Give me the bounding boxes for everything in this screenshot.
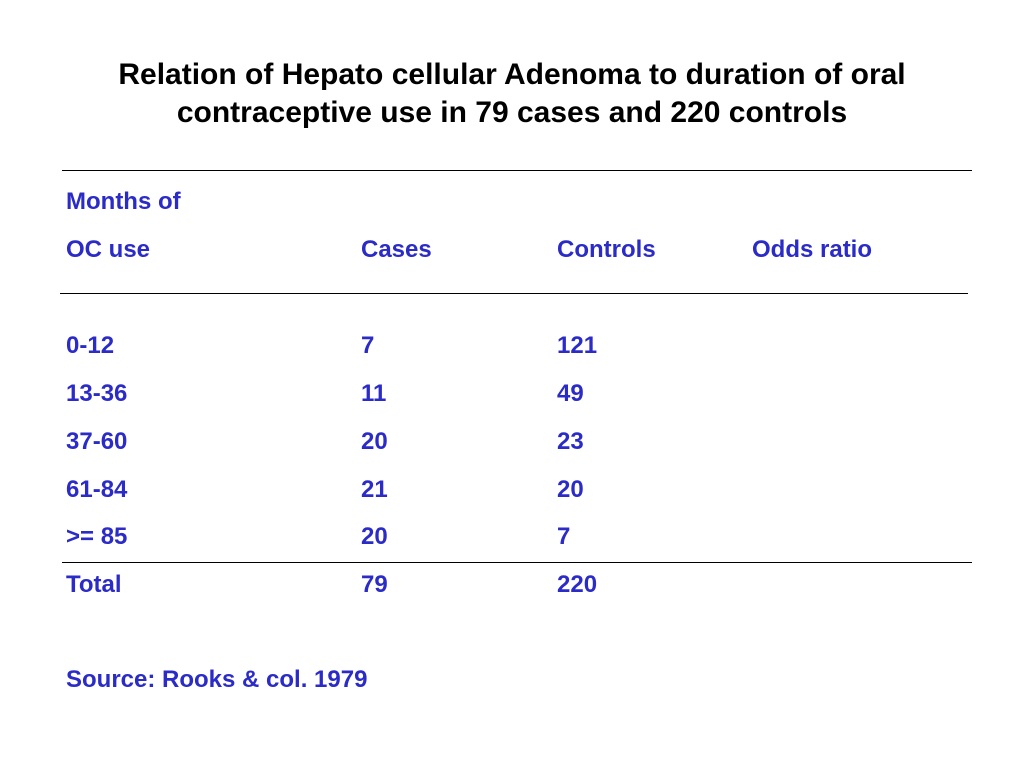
row-months: 0-12 <box>66 332 115 359</box>
source-citation: Source: Rooks & col. 1979 <box>66 666 368 693</box>
header-rule <box>60 293 968 294</box>
total-cases: 79 <box>361 571 388 598</box>
top-rule <box>62 170 972 171</box>
row-controls: 20 <box>557 476 584 503</box>
total-controls: 220 <box>557 571 598 598</box>
row-controls: 7 <box>557 523 571 550</box>
row-controls: 23 <box>557 428 584 455</box>
row-cases: 11 <box>361 380 387 407</box>
header-months-of: Months of <box>66 188 181 215</box>
row-months: 61-84 <box>66 476 128 503</box>
header-cases: Cases <box>361 236 432 263</box>
total-label: Total <box>66 571 122 598</box>
row-cases: 20 <box>361 523 388 550</box>
header-odds-ratio: Odds ratio <box>752 236 873 263</box>
page-title <box>0 56 1024 132</box>
row-cases: 7 <box>361 332 375 359</box>
row-months: >= 85 <box>66 523 128 550</box>
header-oc-use: OC use <box>66 236 151 263</box>
row-controls: 49 <box>557 380 584 407</box>
row-months: 37-60 <box>66 428 128 455</box>
row-months: 13-36 <box>66 380 128 407</box>
row-controls: 121 <box>557 332 598 359</box>
row-cases: 21 <box>361 476 388 503</box>
title-line-2: contraceptive use in 79 cases and 220 controls <box>176 96 848 129</box>
header-controls: Controls <box>557 236 656 263</box>
row-cases: 20 <box>361 428 388 455</box>
title-line-1: Relation of Hepato cellular Adenoma to duration of oral <box>118 58 906 91</box>
total-rule <box>62 562 972 563</box>
